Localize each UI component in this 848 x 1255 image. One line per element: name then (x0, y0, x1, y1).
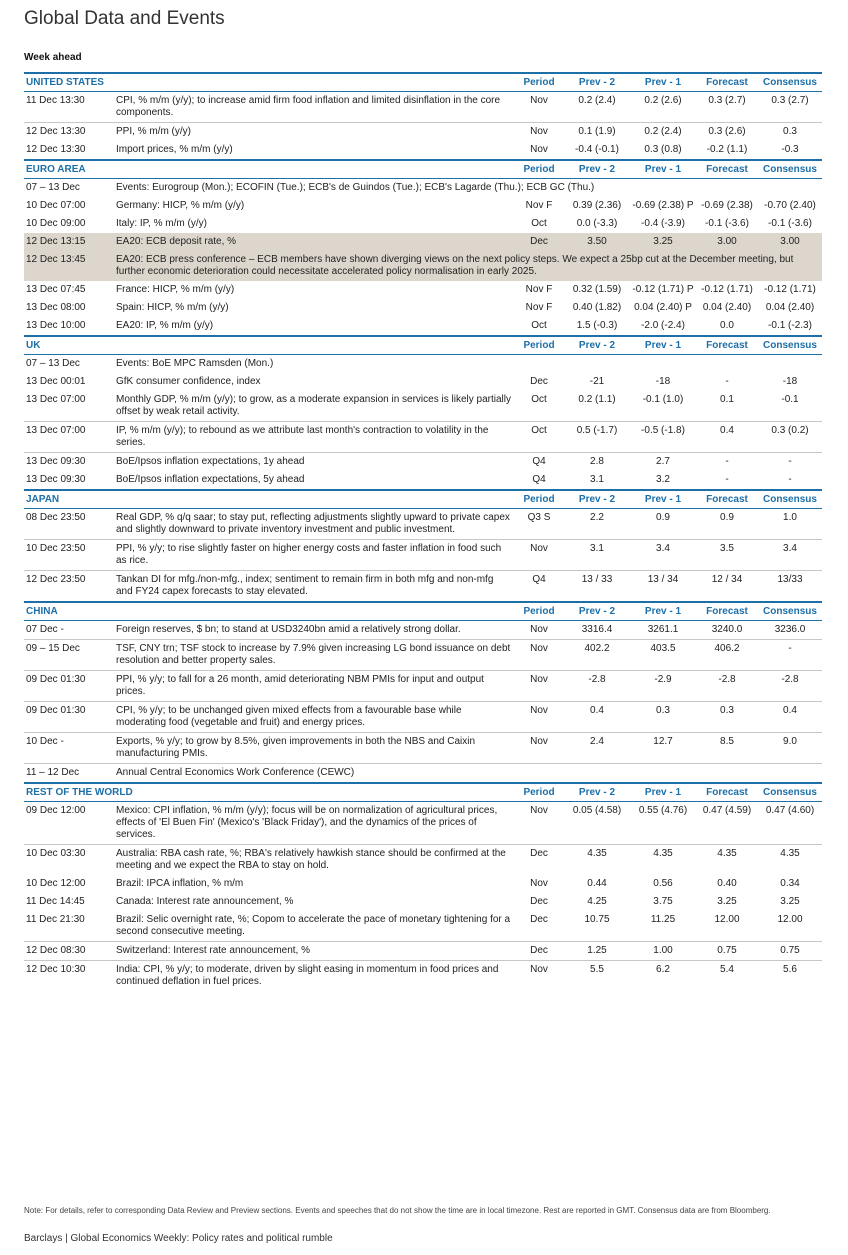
prev-1-cell: 0.2 (2.4) (644, 126, 682, 137)
prev-2-header: Prev - 2 (564, 602, 630, 621)
table-row (24, 621, 822, 640)
prev-1-cell: -0.12 (1.71) P (632, 284, 694, 295)
forecast-cell: 5.4 (720, 964, 734, 975)
prev-1-header: Prev - 1 (630, 336, 696, 355)
prev-1-cell: 3.75 (653, 896, 673, 907)
table-row (24, 942, 822, 961)
consensus-cell: -2.8 (758, 671, 822, 702)
prev-2-header: Prev - 2 (564, 783, 630, 802)
date-cell: 09 Dec 01:30 (24, 702, 114, 733)
forecast-cell: 3.00 (696, 233, 758, 251)
date-cell: 13 Dec 07:45 (26, 284, 86, 295)
prev-2-cell: 4.25 (587, 896, 607, 907)
date-cell: 13 Dec 00:01 (26, 376, 86, 387)
date-cell: 09 Dec 12:00 (24, 802, 114, 845)
section-name: JAPAN (24, 490, 514, 509)
period-cell: Dec (530, 896, 548, 907)
consensus-header: Consensus (758, 602, 822, 621)
description-cell: PPI, % y/y; to rise slightly faster on higher energy costs and faster inflation in food such as rice. (114, 540, 514, 571)
prev-2-cell: 0.40 (1.82) (572, 302, 622, 313)
consensus-cell: 0.34 (780, 878, 800, 889)
period-cell: Dec (530, 848, 548, 859)
consensus-cell: 0.4 (758, 702, 822, 733)
table-row (24, 215, 822, 233)
table-row (24, 893, 822, 911)
forecast-cell: 0.0 (720, 320, 734, 331)
table-row (24, 453, 822, 472)
prev-2-cell: 3.1 (590, 474, 604, 485)
prev-1-header: Prev - 1 (630, 783, 696, 802)
period-cell: Q3 S (514, 509, 564, 540)
date-cell: 07 – 13 Dec (26, 358, 80, 369)
consensus-cell: -18 (782, 376, 798, 387)
date-cell: 10 Dec 23:50 (24, 540, 114, 571)
date-cell: 13 Dec 07:00 (24, 391, 114, 422)
prev-1-header: Prev - 1 (630, 490, 696, 509)
prev-2-header: Prev - 2 (564, 490, 630, 509)
period-cell: Nov (514, 540, 564, 571)
consensus-cell: 13/33 (777, 574, 803, 585)
forecast-header: Forecast (696, 336, 758, 355)
date-cell: 12 Dec 13:15 (24, 233, 114, 251)
prev-1-cell: 12.7 (630, 733, 696, 764)
consensus-cell: 1.0 (758, 509, 822, 540)
period-cell: Dec (514, 911, 564, 942)
prev-1-cell: 11.25 (630, 911, 696, 942)
page-title: Global Data and Events (24, 8, 225, 29)
section-name: EURO AREA (24, 160, 514, 179)
table-row (24, 802, 822, 845)
description-cell: India: CPI, % y/y; to moderate, driven by slight easing in momentum in food prices and continued deflation in fuel prices. (116, 964, 499, 987)
prev-1-header: Prev - 1 (630, 602, 696, 621)
prev-1-header: Prev - 1 (630, 160, 696, 179)
description-cell: GfK consumer confidence, index (116, 376, 261, 387)
prev-1-cell: 3.2 (656, 474, 670, 485)
consensus-cell: 3.4 (758, 540, 822, 571)
forecast-header: Forecast (696, 160, 758, 179)
consensus-cell: - (788, 474, 792, 485)
description-cell: CPI, % y/y; to be unchanged given mixed effects from a favourable base while moderating food (vegetable and fruit) and energy prices. (114, 702, 514, 733)
period-cell: Nov (514, 671, 564, 702)
consensus-cell: 4.35 (780, 848, 800, 859)
prev-2-cell: 0.5 (-1.7) (564, 422, 630, 453)
prev-1-cell: 3261.1 (630, 621, 696, 640)
period-cell: Nov (514, 640, 564, 671)
description-cell: PPI, % y/y; to fall for a 26 month, amid deteriorating NBM PMIs for input and output prices. (114, 671, 514, 702)
week-ahead-heading: Week ahead (24, 52, 82, 63)
period-header: Period (514, 336, 564, 355)
forecast-cell: - (725, 456, 729, 467)
forecast-cell: 0.3 (2.6) (708, 126, 746, 137)
table-row (24, 733, 822, 764)
prev-2-cell: 2.4 (564, 733, 630, 764)
period-cell: Nov (514, 733, 564, 764)
prev-2-header: Prev - 2 (564, 160, 630, 179)
period-header: Period (514, 490, 564, 509)
date-cell: 09 Dec 01:30 (24, 671, 114, 702)
table-row (24, 540, 822, 571)
date-cell: 12 Dec 23:50 (26, 574, 86, 585)
prev-1-cell: 2.7 (656, 456, 670, 467)
table-row (24, 571, 822, 603)
prev-2-cell: 2.8 (590, 456, 604, 467)
table-row (24, 391, 822, 422)
forecast-cell: 0.3 (2.7) (696, 92, 758, 123)
prev-2-cell: -2.8 (564, 671, 630, 702)
consensus-cell: 0.75 (758, 942, 822, 961)
date-cell: 09 – 15 Dec (24, 640, 114, 671)
date-cell: 12 Dec 13:45 (24, 251, 114, 281)
prev-1-header: Prev - 1 (630, 73, 696, 92)
forecast-cell: 0.47 (4.59) (696, 802, 758, 845)
description-cell: IP, % m/m (y/y); to rebound as we attribute last month's contraction to volatility in the series. (114, 422, 514, 453)
prev-1-cell: -2.0 (-2.4) (641, 320, 685, 331)
prev-2-cell: 0.05 (4.58) (564, 802, 630, 845)
prev-1-cell: 0.9 (630, 509, 696, 540)
description-cell: Italy: IP, % m/m (y/y) (116, 218, 207, 229)
description-cell: Brazil: Selic overnight rate, %; Copom to accelerate the pace of monetary tightening for a second consecutive meeting. (114, 911, 514, 942)
date-cell: 12 Dec 08:30 (24, 942, 114, 961)
date-cell: 12 Dec 13:30 (26, 144, 86, 155)
prev-2-cell: -21 (589, 376, 605, 387)
consensus-cell: -0.1 (758, 391, 822, 422)
table-row (24, 179, 822, 198)
consensus-cell: 3.25 (780, 896, 800, 907)
prev-1-cell: 4.35 (653, 848, 673, 859)
forecast-cell: - (725, 474, 729, 485)
prev-1-cell: 6.2 (656, 964, 670, 975)
source-footer: Barclays | Global Economics Weekly: Policy rates and political rumble (24, 1233, 333, 1244)
prev-2-cell: 13 / 33 (581, 574, 613, 585)
prev-2-cell: 1.25 (564, 942, 630, 961)
prev-1-cell: -0.69 (2.38) P (632, 200, 694, 211)
description-cell: EA20: ECB deposit rate, % (114, 233, 514, 251)
description-cell: Spain: HICP, % m/m (y/y) (116, 302, 229, 313)
date-cell: 13 Dec 09:30 (26, 456, 86, 467)
table-row (24, 92, 822, 123)
prev-1-cell: 0.3 (630, 702, 696, 733)
prev-2-cell: 3.50 (564, 233, 630, 251)
period-header: Period (514, 160, 564, 179)
forecast-cell: 0.3 (696, 702, 758, 733)
forecast-cell: -0.12 (1.71) (701, 284, 753, 295)
prev-1-cell: 0.55 (4.76) (630, 802, 696, 845)
period-cell: Nov (514, 802, 564, 845)
table-row (24, 123, 822, 142)
prev-1-cell: 403.5 (630, 640, 696, 671)
prev-2-cell: 0.32 (1.59) (572, 284, 622, 295)
table-row (24, 251, 822, 281)
prev-2-cell: 5.5 (590, 964, 604, 975)
table-row (24, 317, 822, 336)
table-row (24, 422, 822, 453)
date-cell: 10 Dec 07:00 (26, 200, 86, 211)
consensus-cell: -0.1 (-2.3) (768, 320, 812, 331)
period-cell: Nov F (525, 200, 553, 211)
prev-2-cell: 0.0 (-3.3) (576, 218, 618, 229)
section-name: REST OF THE WORLD (24, 783, 514, 802)
forecast-cell: 3240.0 (696, 621, 758, 640)
date-cell: 13 Dec 07:00 (24, 422, 114, 453)
prev-1-cell: -0.4 (-3.9) (641, 218, 685, 229)
date-cell: 07 Dec - (24, 621, 114, 640)
table-row (24, 671, 822, 702)
consensus-cell: 5.6 (783, 964, 797, 975)
period-cell: Q4 (532, 574, 546, 585)
table-row (24, 233, 822, 251)
description-cell: TSF, CNY trn; TSF stock to increase by 7.9% given increasing LG bond issuance on debt resolution and better property sales. (114, 640, 514, 671)
forecast-header: Forecast (696, 490, 758, 509)
prev-2-cell: 0.1 (1.9) (578, 126, 616, 137)
prev-2-cell: 2.2 (564, 509, 630, 540)
table-row (24, 845, 822, 876)
period-cell: Oct (531, 320, 547, 331)
consensus-cell: -0.70 (2.40) (764, 200, 816, 211)
prev-2-cell: 0.4 (564, 702, 630, 733)
section-header (24, 160, 822, 179)
description-cell: Germany: HICP, % m/m (y/y) (116, 200, 245, 211)
consensus-cell: 3.00 (758, 233, 822, 251)
table-row (24, 471, 822, 490)
period-cell: Nov (530, 126, 548, 137)
date-cell: 11 Dec 14:45 (26, 896, 85, 907)
date-cell: 13 Dec 08:00 (26, 302, 86, 313)
prev-2-cell: 0.44 (587, 878, 607, 889)
section-name: CHINA (24, 602, 514, 621)
description-cell: BoE/Ipsos inflation expectations, 5y ahead (116, 474, 305, 485)
section-header (24, 783, 822, 802)
forecast-header: Forecast (696, 602, 758, 621)
prev-1-cell: 13 / 34 (647, 574, 679, 585)
period-header: Period (514, 73, 564, 92)
consensus-cell: 9.0 (758, 733, 822, 764)
description-cell: Events: BoE MPC Ramsden (Mon.) (116, 358, 274, 369)
prev-2-cell: 3.1 (564, 540, 630, 571)
date-cell: 10 Dec 09:00 (26, 218, 86, 229)
prev-1-cell: 0.04 (2.40) P (634, 302, 692, 313)
prev-2-cell: 1.5 (-0.3) (576, 320, 618, 331)
consensus-cell: -0.12 (1.71) (764, 284, 816, 295)
consensus-cell: 0.3 (783, 126, 797, 137)
forecast-cell: 12 / 34 (711, 574, 743, 585)
consensus-cell: 0.04 (2.40) (765, 302, 815, 313)
description-cell: Import prices, % m/m (y/y) (116, 144, 233, 155)
period-cell: Nov (514, 92, 564, 123)
period-cell: Oct (514, 391, 564, 422)
period-cell: Nov (514, 621, 564, 640)
consensus-cell: 12.00 (758, 911, 822, 942)
description-cell: Switzerland: Interest rate announcement, % (114, 942, 514, 961)
description-cell: EA20: ECB press conference – ECB members have shown diverging views on the next policy steps. We expect a 25bp cut at the December meeting, but further economic deterioration could necessitate accelerated policy normalisation in early 2025. (114, 251, 822, 281)
table-row (24, 509, 822, 540)
prev-1-cell: 0.56 (653, 878, 673, 889)
description-cell: Canada: Interest rate announcement, % (116, 896, 294, 907)
description-cell: Exports, % y/y; to grow by 8.5%, given improvements in both the NBS and Caixin manufacturing PMIs. (114, 733, 514, 764)
table-row (24, 875, 822, 893)
prev-2-cell: 10.75 (564, 911, 630, 942)
date-cell: 12 Dec 10:30 (26, 964, 86, 975)
consensus-cell: 0.3 (0.2) (758, 422, 822, 453)
forecast-cell: 12.00 (696, 911, 758, 942)
period-cell: Dec (514, 942, 564, 961)
forecast-cell: -2.8 (696, 671, 758, 702)
consensus-cell: 0.47 (4.60) (758, 802, 822, 845)
date-cell: 10 Dec 03:30 (26, 848, 86, 859)
prev-1-cell: 1.00 (630, 942, 696, 961)
period-cell: Nov F (525, 302, 553, 313)
prev-2-cell: 0.2 (1.1) (564, 391, 630, 422)
table-row (24, 281, 822, 299)
consensus-header: Consensus (758, 783, 822, 802)
date-cell: 13 Dec 10:00 (26, 320, 86, 331)
prev-2-cell: 0.2 (2.4) (564, 92, 630, 123)
period-cell: Nov (530, 144, 548, 155)
forecast-cell: 4.35 (717, 848, 737, 859)
description-cell: Brazil: IPCA inflation, % m/m (116, 878, 244, 889)
forecast-cell: 0.40 (717, 878, 737, 889)
description-cell: PPI, % m/m (y/y) (116, 126, 191, 137)
forecast-cell: 0.4 (696, 422, 758, 453)
description-cell: Australia: RBA cash rate, %; RBA's relatively hawkish stance should be confirmed at the meeting and we expect the RBA to stay on hold. (116, 848, 506, 871)
forecast-cell: -0.2 (1.1) (706, 144, 748, 155)
table-row (24, 197, 822, 215)
consensus-cell: 0.3 (2.7) (758, 92, 822, 123)
section-header (24, 490, 822, 509)
period-header: Period (514, 602, 564, 621)
forecast-header: Forecast (696, 783, 758, 802)
consensus-cell: - (758, 640, 822, 671)
date-cell: 10 Dec - (24, 733, 114, 764)
forecast-cell: 0.75 (696, 942, 758, 961)
forecast-cell: -0.69 (2.38) (701, 200, 753, 211)
prev-2-cell: 0.39 (2.36) (572, 200, 622, 211)
table-row (24, 702, 822, 733)
prev-1-cell: -0.1 (1.0) (630, 391, 696, 422)
prev-2-cell: 4.35 (587, 848, 607, 859)
consensus-header: Consensus (758, 490, 822, 509)
description-cell: Annual Central Economics Work Conference (CEWC) (116, 767, 355, 778)
forecast-cell: 0.9 (696, 509, 758, 540)
consensus-header: Consensus (758, 160, 822, 179)
date-cell: 08 Dec 23:50 (24, 509, 114, 540)
forecast-cell: 406.2 (696, 640, 758, 671)
table-row (24, 911, 822, 942)
description-cell: Events: Eurogroup (Mon.); ECOFIN (Tue.); ECB's de Guindos (Tue.); ECB's Lagarde (Thu.); ECB GC (Thu.) (116, 182, 595, 193)
period-cell: Nov F (525, 284, 553, 295)
forecast-cell: 8.5 (696, 733, 758, 764)
date-cell: 11 Dec 21:30 (24, 911, 114, 942)
period-cell: Dec (530, 376, 548, 387)
table-row (24, 355, 822, 374)
section-header (24, 602, 822, 621)
description-cell: EA20: IP, % m/m (y/y) (116, 320, 214, 331)
prev-1-cell: 0.2 (2.6) (630, 92, 696, 123)
description-cell: Monthly GDP, % m/m (y/y); to grow, as a moderate expansion in services is likely partially offset by weak retail activity. (114, 391, 514, 422)
period-cell: Q4 (532, 474, 546, 485)
description-cell: Foreign reserves, $ bn; to stand at USD3240bn amid a relatively strong dollar. (114, 621, 514, 640)
forecast-cell: 0.04 (2.40) (702, 302, 752, 313)
description-cell: BoE/Ipsos inflation expectations, 1y ahead (116, 456, 305, 467)
description-cell: France: HICP, % m/m (y/y) (116, 284, 235, 295)
events-table (24, 72, 822, 991)
forecast-header: Forecast (696, 73, 758, 92)
date-cell: 12 Dec 13:30 (26, 126, 86, 137)
date-cell: 10 Dec 12:00 (26, 878, 86, 889)
period-cell: Oct (531, 218, 547, 229)
consensus-header: Consensus (758, 336, 822, 355)
period-cell: Nov (530, 878, 548, 889)
section-header (24, 336, 822, 355)
date-cell: 13 Dec 09:30 (26, 474, 86, 485)
prev-1-cell: 3.25 (630, 233, 696, 251)
table-row (24, 373, 822, 391)
footnote: Note: For details, refer to corresponding Data Review and Preview sections. Events and speeches that do not show the time are in local timezone. Rest are reported in GMT. Consensus data are from Bloomberg. (24, 1206, 771, 1215)
prev-1-cell: 3.4 (630, 540, 696, 571)
consensus-cell: - (788, 456, 792, 467)
description-cell: Real GDP, % q/q saar; to stay put, reflecting adjustments slightly upward to private capex and slightly downward to private inventory investment and public investment. (114, 509, 514, 540)
forecast-cell: 3.25 (717, 896, 737, 907)
prev-2-cell: 3316.4 (564, 621, 630, 640)
consensus-cell: 3236.0 (758, 621, 822, 640)
prev-2-header: Prev - 2 (564, 73, 630, 92)
consensus-cell: -0.3 (781, 144, 799, 155)
period-header: Period (514, 783, 564, 802)
section-header (24, 73, 822, 92)
period-cell: Nov (530, 964, 548, 975)
table-row (24, 299, 822, 317)
date-cell: 11 Dec 13:30 (24, 92, 114, 123)
forecast-cell: -0.1 (-3.6) (705, 218, 749, 229)
table-row (24, 640, 822, 671)
prev-2-cell: -0.4 (-0.1) (575, 144, 619, 155)
table-row (24, 141, 822, 160)
prev-1-cell: 0.3 (0.8) (644, 144, 682, 155)
period-cell: Dec (514, 233, 564, 251)
prev-1-cell: -0.5 (-1.8) (630, 422, 696, 453)
prev-1-cell: -18 (655, 376, 671, 387)
forecast-cell: 3.5 (696, 540, 758, 571)
section-name: UK (24, 336, 514, 355)
description-cell: CPI, % m/m (y/y); to increase amid firm food inflation and limited disinflation in the core components. (114, 92, 514, 123)
description-cell: Mexico: CPI inflation, % m/m (y/y); focus will be on normalization of agricultural prices, effects of 'El Buen Fin' (Mexico's 'Black Friday'), and the dynamics of the prices of services. (114, 802, 514, 845)
prev-1-cell: -2.9 (630, 671, 696, 702)
consensus-header: Consensus (758, 73, 822, 92)
period-cell: Q4 (532, 456, 546, 467)
section-name: UNITED STATES (24, 73, 514, 92)
prev-2-cell: 402.2 (564, 640, 630, 671)
period-cell: Oct (514, 422, 564, 453)
date-cell: 11 – 12 Dec (26, 767, 80, 778)
consensus-cell: -0.1 (-3.6) (768, 218, 812, 229)
forecast-cell: 0.1 (696, 391, 758, 422)
forecast-cell: - (725, 376, 729, 387)
period-cell: Nov (514, 702, 564, 733)
date-cell: 07 – 13 Dec (26, 182, 80, 193)
description-cell: Tankan DI for mfg./non-mfg., index; sentiment to remain firm in both mfg and non-mfg and FY24 capex forecasts to stay elevated. (116, 574, 494, 597)
table-row (24, 961, 822, 992)
table-row (24, 764, 822, 784)
prev-2-header: Prev - 2 (564, 336, 630, 355)
